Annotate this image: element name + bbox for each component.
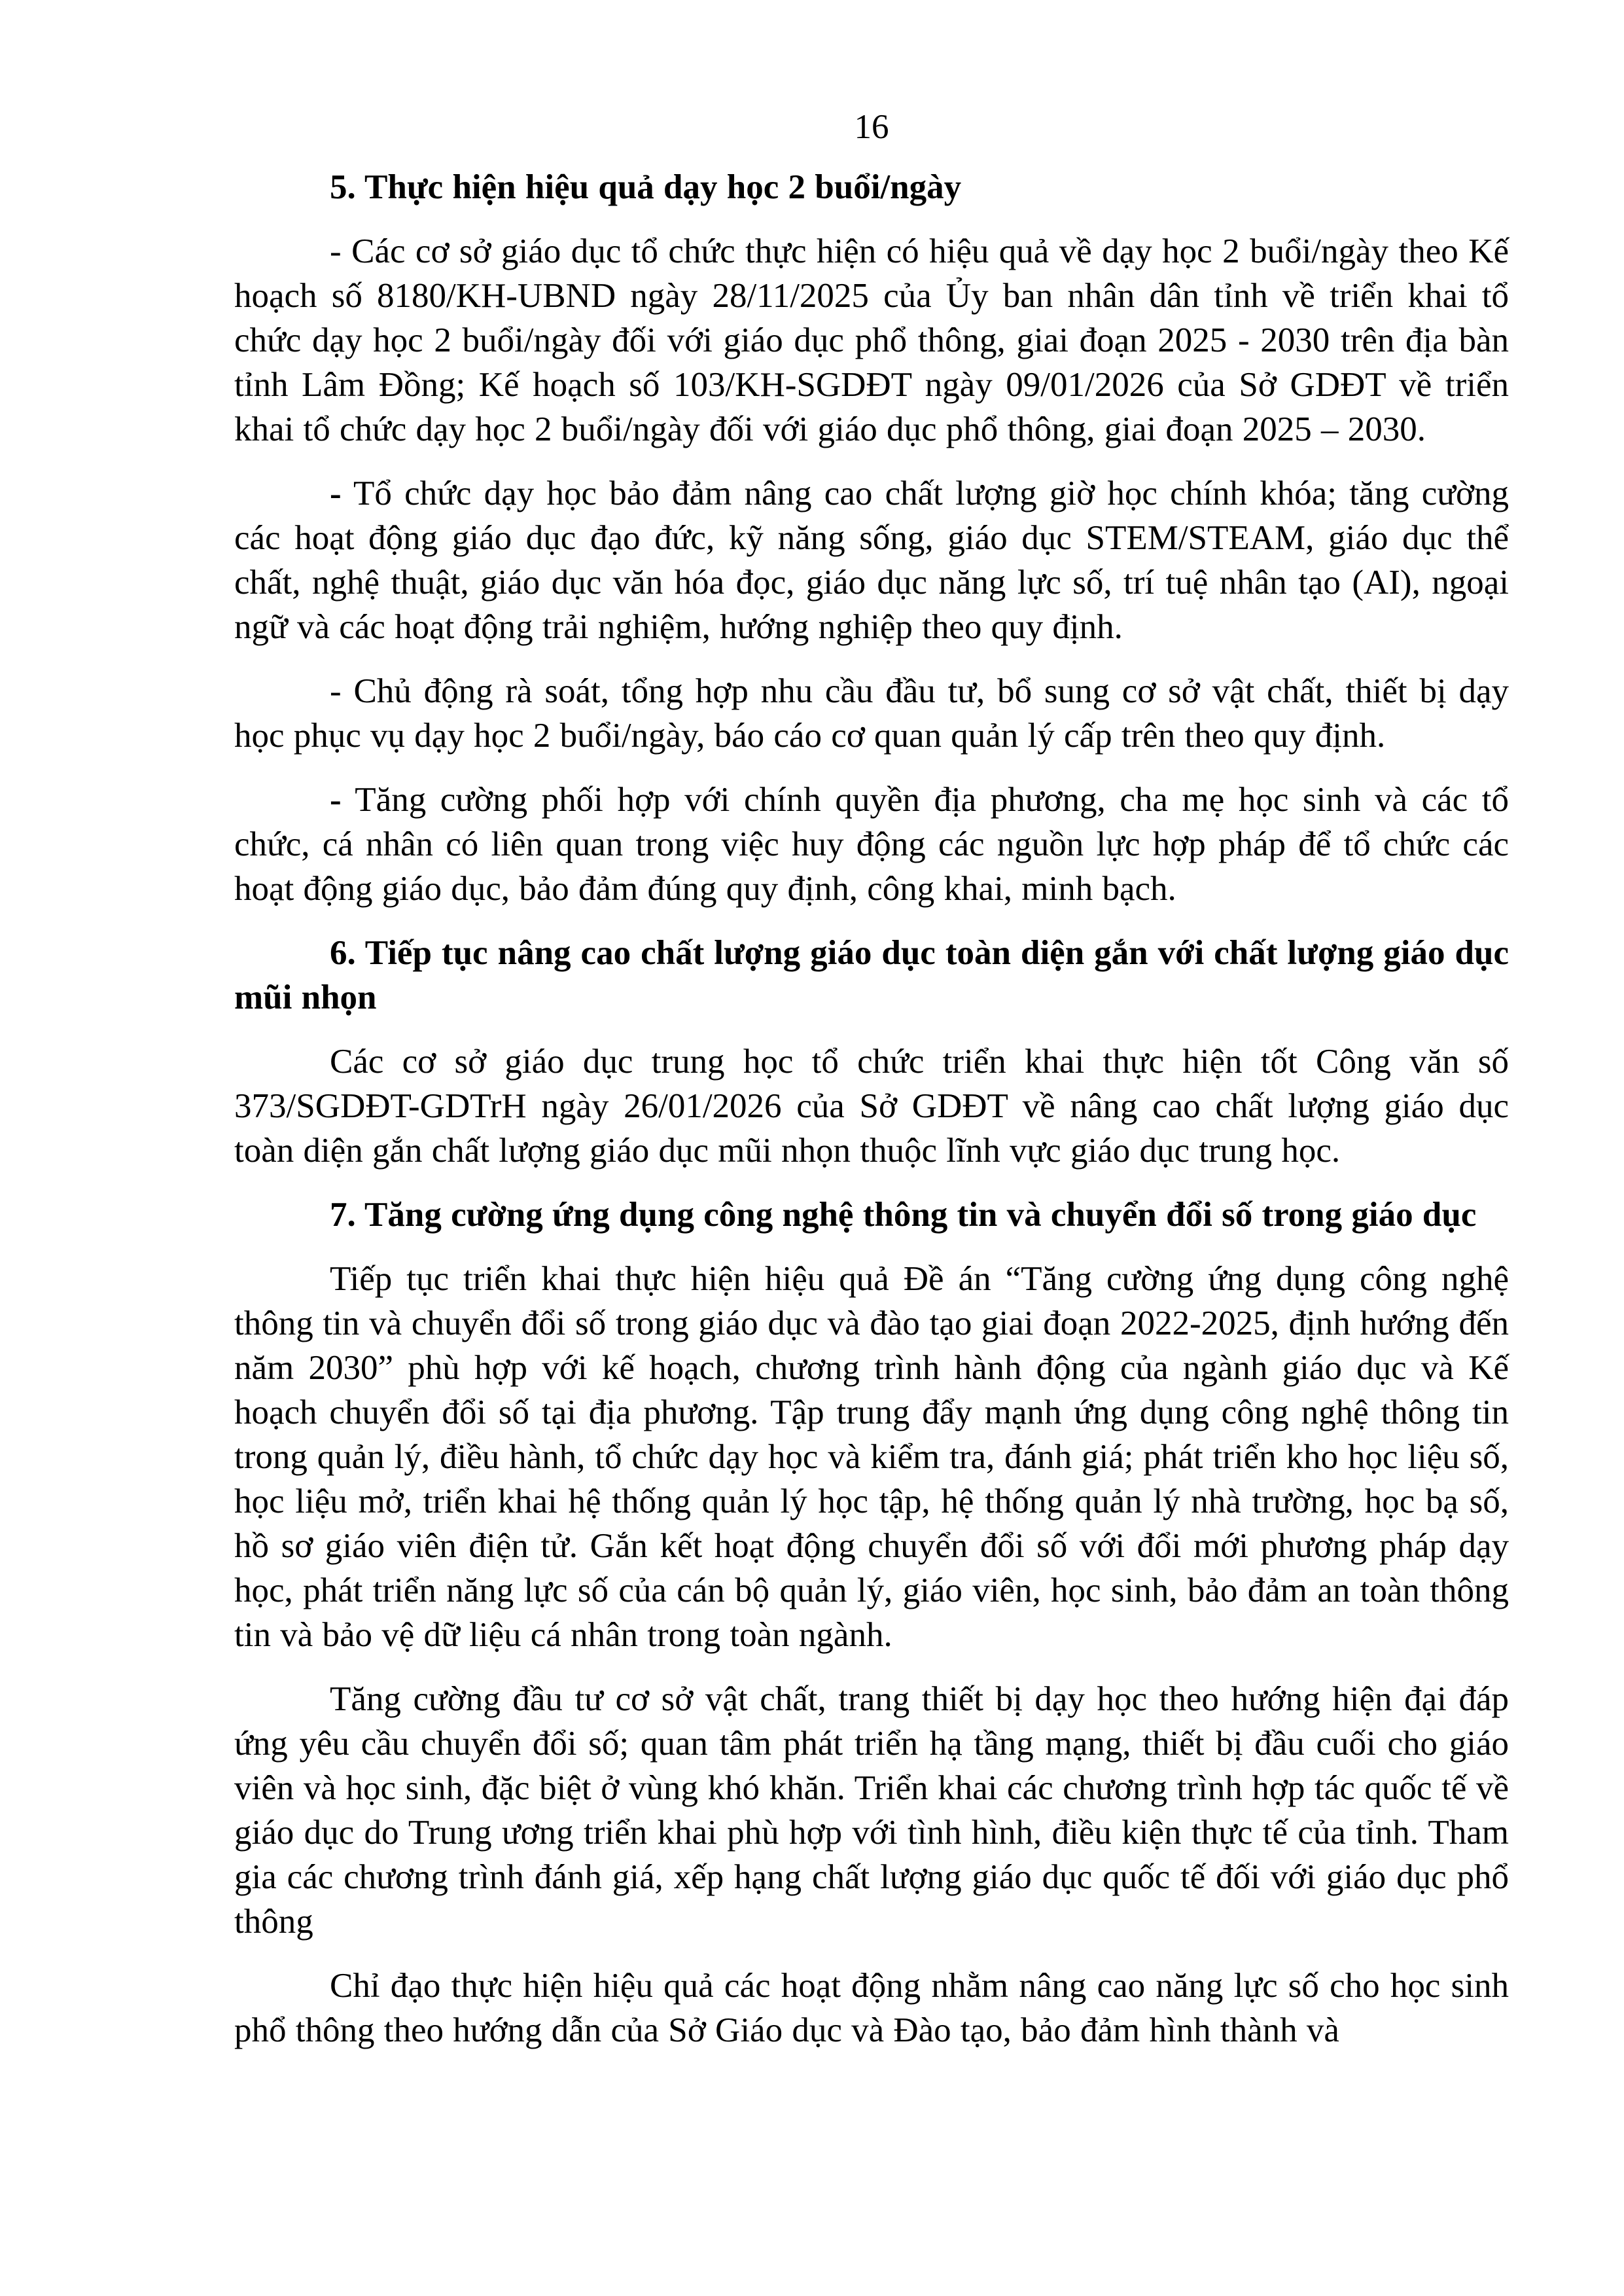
paragraph: [234, 778, 1509, 911]
dash-lead: -: [330, 781, 342, 819]
paragraph: [234, 471, 1509, 649]
paragraph-text: Các cơ sở giáo dục tổ chức thực hiện có hiệu quả về dạy học 2 buổi/ngày theo Kế hoạch số 8180/KH-UBND ngày 28/11/2025 của Ủy ban nhân dân tỉnh về triển khai tổ chức dạy học 2 buổi/ngày đối với giáo dục phổ thông, giai đoạn 2025 - 2030 trên địa bàn tỉnh Lâm Đồng; Kế hoạch số 103/KH-SGDĐT ngày 09/01/2026 của Sở GDĐT về triển khai tổ chức dạy học 2 buổi/ngày đối với giáo dục phổ thông, giai đoạn 2025 – 2030.: [234, 232, 1509, 448]
dash-lead: -: [330, 232, 342, 270]
dash-lead: -: [330, 672, 342, 710]
section-heading-5: 5. Thực hiện hiệu quả dạy học 2 buổi/ngày: [330, 168, 962, 206]
paragraph: Tăng cường đầu tư cơ sở vật chất, trang thiết bị dạy học theo hướng hiện đại đáp ứng yêu cầu chuyển đổi số; quan tâm phát triển hạ tầng mạng, thiết bị đầu cuối cho giáo viên và học sinh, đặc biệt ở vùng khó khăn. Triển khai các chương trình hợp tác quốc tế về giáo dục do Trung ương triển khai phù hợp với tình hình, điều kiện thực tế của tỉnh. Tham gia các chương trình đánh giá, xếp hạng chất lượng giáo dục quốc tế đối với giáo dục phổ thông: [234, 1680, 1509, 1941]
section-heading-6: 6. Tiếp tục nâng cao chất lượng giáo dục toàn diện gắn với chất lượng giáo dục mũi nhọn: [234, 934, 1509, 1016]
paragraph-text: Chủ động rà soát, tổng hợp nhu cầu đầu tư, bổ sung cơ sở vật chất, thiết bị dạy học phục vụ dạy học 2 buổi/ngày, báo cáo cơ quan quản lý cấp trên theo quy định.: [234, 672, 1509, 755]
paragraph: Tiếp tục triển khai thực hiện hiệu quả Đề án “Tăng cường ứng dụng công nghệ thông tin và chuyển đổi số trong giáo dục và đào tạo giai đoạn 2022-2025, định hướng đến năm 2030” phù hợp với kế hoạch, chương trình hành động của ngành giáo dục và Kế hoạch chuyển đổi số tại địa phương. Tập trung đẩy mạnh ứng dụng công nghệ thông tin trong quản lý, điều hành, tổ chức dạy học và kiểm tra, đánh giá; phát triển kho học liệu số, học liệu mở, triển khai hệ thống quản lý học tập, hệ thống quản lý nhà trường, học bạ số, hồ sơ giáo viên điện tử. Gắn kết hoạt động chuyển đổi số với đổi mới phương pháp dạy học, phát triển năng lực số của cán bộ quản lý, giáo viên, học sinh, bảo đảm an toàn thông tin và bảo vệ dữ liệu cá nhân trong toàn ngành.: [234, 1260, 1509, 1654]
paragraph: [234, 229, 1509, 452]
paragraph-text: Tổ chức dạy học bảo đảm nâng cao chất lượng giờ học chính khóa; tăng cường các hoạt động giáo dục đạo đức, kỹ năng sống, giáo dục STEM/STEAM, giáo dục thể chất, nghệ thuật, giáo dục văn hóa đọc, giáo dục năng lực số, trí tuệ nhân tạo (AI), ngoại ngữ và các hoạt động trải nghiệm, hướng nghiệp theo quy định.: [234, 475, 1509, 646]
dash-lead: -: [330, 475, 342, 512]
paragraph: Các cơ sở giáo dục trung học tổ chức triển khai thực hiện tốt Công văn số 373/SGDĐT-GDTrH ngày 26/01/2026 của Sở GDĐT về nâng cao chất lượng giáo dục toàn diện gắn chất lượng giáo dục mũi nhọn thuộc lĩnh vực giáo dục trung học.: [234, 1043, 1509, 1170]
paragraph: [234, 669, 1509, 758]
paragraph: Chỉ đạo thực hiện hiệu quả các hoạt động nhằm nâng cao năng lực số cho học sinh phổ thông theo hướng dẫn của Sở Giáo dục và Đào tạo, bảo đảm hình thành và: [234, 1967, 1509, 2049]
paragraph-text: Tăng cường phối hợp với chính quyền địa phương, cha mẹ học sinh và các tổ chức, cá nhân có liên quan trong việc huy động các nguồn lực hợp pháp để tổ chức các hoạt động giáo dục, bảo đảm đúng quy định, công khai, minh bạch.: [234, 781, 1509, 908]
section-heading-7: 7. Tăng cường ứng dụng công nghệ thông tin và chuyển đổi số trong giáo dục: [330, 1196, 1477, 1234]
page-number: 16: [854, 108, 889, 146]
